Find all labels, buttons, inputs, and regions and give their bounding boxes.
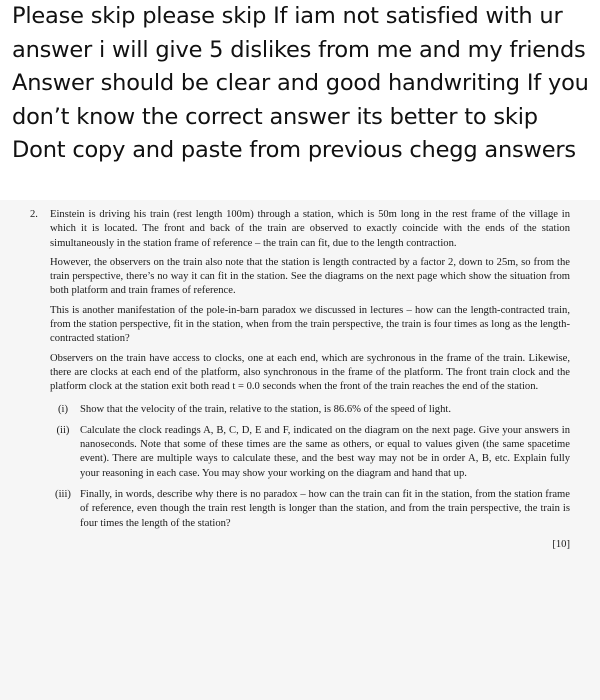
part-iii	[50, 488, 570, 531]
part-text: Calculate the clock readings A, B, C, D, E and F, indicated on the diagram on the next page. Give your answers in nanoseconds. Note that some of these times are the same as others, or equal to values given (the same spacetime event). There are multiple ways to calculate these, and the best way may not be in order A, B, etc. Explain fully your reasoning in each case. You may show your working on the diagram and hand that up.	[80, 424, 570, 479]
question-2	[30, 208, 570, 552]
part-label: (ii)	[56, 424, 70, 436]
paragraph-clocks: Observers on the train have access to clocks, one at each end, which are sychronous in the frame of the train. Likewise, there are clocks at each end of the platform, also synchronous in the frame of the platform. The front train clock and the platform clock at the station exit both read t = 0.0 seconds when the front of the train reaches the end of the station.	[50, 352, 570, 393]
part-label: (i)	[58, 403, 68, 415]
marks-label: [10]	[552, 538, 570, 550]
question-number: 2.	[30, 209, 38, 220]
paragraph-paradox: This is another manifestation of the pole-in-barn paradox we discussed in lectures – how can the length-contracted train, from the station perspective, fit in the station, when from the train perspective, the train is four times as long as the length-contracted station?	[50, 304, 570, 345]
paragraph-intro: Einstein is driving his train (rest length 100m) through a station, which is 50m long in the rest frame of the village in which it is located. The front and back of the train are observed to exactly coincide with the ends of the station simultaneously in the station frame of reference – the train can fit, due to the length contraction.	[50, 209, 570, 249]
part-label: (iii)	[55, 489, 71, 501]
paragraph-train-perspective: However, the observers on the train also note that the station is length contracted by a factor 2, down to 25m, so from the train perspective, there’s no way it can fit in the station. See the diagrams on the next page which show the situation from both platform and train frames of reference.	[50, 256, 570, 297]
part-ii	[50, 424, 570, 481]
part-text: Finally, in words, describe why there is no paradox – how can the train can fit in the station, from the station frame of reference, even though the train rest length is longer than the station, and from the train perspective, the train is four times the length of the station?	[80, 489, 570, 529]
question-body	[50, 208, 570, 395]
question-parts	[50, 403, 570, 531]
request-header: Please skip please skip If iam not satisfied with ur answer i will give 5 dislikes from me and my friends Answer should be clear and good handwriting If you don’t know the correct answer its better to skip Dont copy and paste from previous chegg answers	[12, 3, 589, 163]
question-document	[0, 200, 600, 700]
part-text: Show that the velocity of the train, relative to the station, is 86.6% of the speed of light.	[80, 403, 451, 415]
part-i	[50, 403, 570, 417]
